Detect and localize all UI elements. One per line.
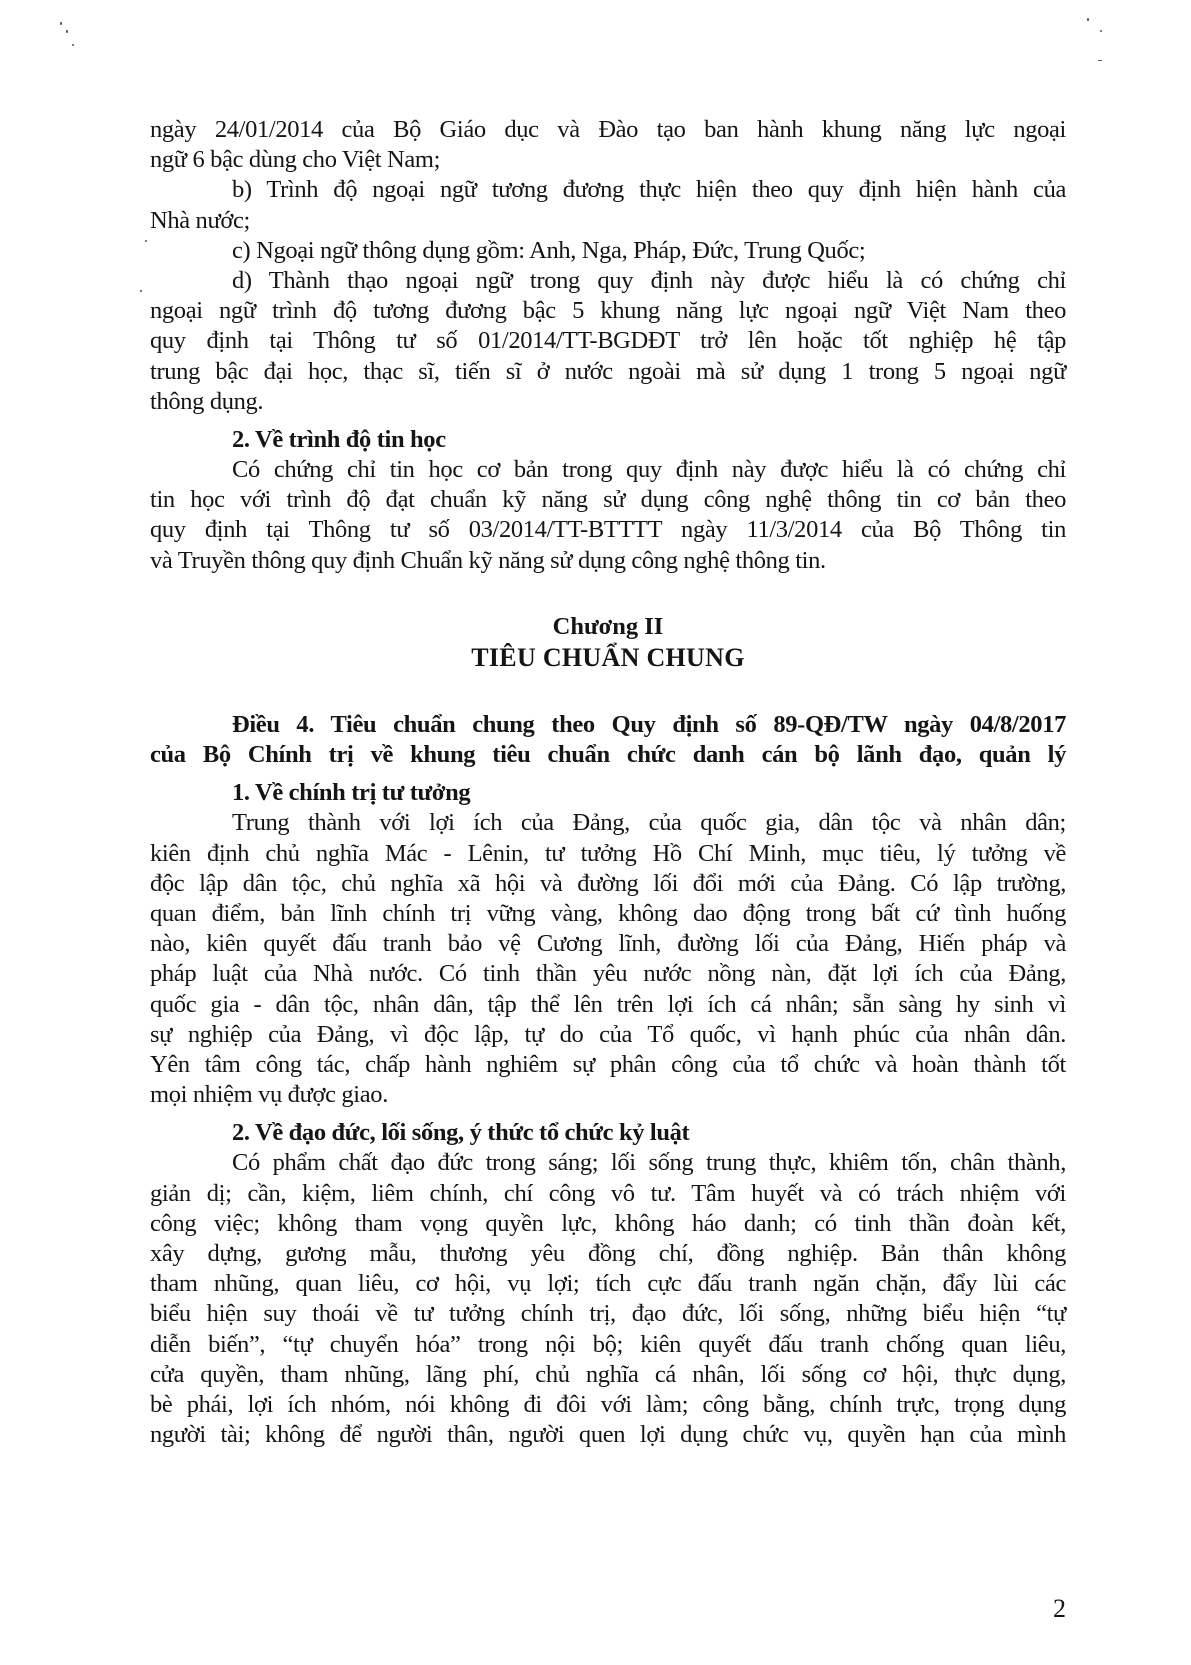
- subsection-body-line: diễn biến”, “tự chuyển hóa” trong nội bộ; kiên quyết đấu tranh chống quan liêu,: [150, 1330, 1066, 1358]
- subsection-body-line: pháp luật của Nhà nước. Có tinh thần yêu nước nồng nàn, đặt lợi ích của Đảng,: [150, 960, 1066, 988]
- document-page: [150, 115, 1066, 1450]
- section-body-line: quy định tại Thông tư số 03/2014/TT-BTTTT ngày 11/3/2014 của Bộ Thông tin: [150, 516, 1066, 544]
- section-body-line: Có chứng chỉ tin học cơ bản trong quy định này được hiểu là có chứng chỉ: [232, 456, 1066, 484]
- scan-speck: [145, 240, 147, 242]
- scan-speck: [66, 30, 68, 33]
- scan-speck: [1087, 18, 1089, 21]
- list-item-b-cont: Nhà nước;: [150, 206, 250, 234]
- subsection-body-line: độc lập dân tộc, chủ nghĩa xã hội và đường lối đổi mới của Đảng. Có lập trường,: [150, 869, 1066, 897]
- article-heading: Điều 4. Tiêu chuẩn chung theo Quy định số 89-QĐ/TW ngày 04/8/2017: [232, 710, 1066, 738]
- subsection-body-line: bè phái, lợi ích nhóm, nói không đi đôi với làm; công bằng, chính trực, trọng dụng: [150, 1390, 1066, 1418]
- scan-speck: [60, 22, 62, 25]
- subsection-body-line: người tài; không để người thân, người quen lợi dụng chức vụ, quyền hạn của mình: [150, 1421, 1066, 1449]
- list-item-d-cont: trung bậc đại học, thạc sĩ, tiến sĩ ở nước ngoài mà sử dụng 1 trong 5 ngoại ngữ: [150, 357, 1066, 385]
- subsection-body-line: sự nghiệp của Đảng, vì độc lập, tự do của Tổ quốc, vì hạnh phúc của nhân dân.: [150, 1020, 1066, 1048]
- subsection-body-line: Có phẩm chất đạo đức trong sáng; lối sống trung thực, khiêm tốn, chân thành,: [232, 1149, 1066, 1177]
- scan-speck: [1100, 30, 1102, 32]
- chapter-label: Chương II: [552, 612, 664, 640]
- subsection-body-line: xây dựng, gương mẫu, thương yêu đồng chí, đồng nghiệp. Bản thân không: [150, 1240, 1066, 1267]
- subsection-heading-politics: 1. Về chính trị tư tưởng: [232, 779, 471, 807]
- subsection-body-line: kiên định chủ nghĩa Mác - Lênin, tư tưởng Hồ Chí Minh, mục tiêu, lý tưởng về: [150, 839, 1066, 867]
- article-heading-cont: của Bộ Chính trị về khung tiêu chuẩn chức danh cán bộ lãnh đạo, quản lý: [150, 741, 1066, 768]
- scan-speck: [72, 44, 74, 46]
- chapter-title: TIÊU CHUẨN CHUNG: [471, 642, 745, 672]
- page-number: 2: [1053, 1594, 1066, 1623]
- subsection-body-line: nào, kiên quyết đấu tranh bảo vệ Cương lĩnh, đường lối của Đảng, Hiến pháp và: [150, 930, 1066, 958]
- subsection-body-line: giản dị; cần, kiệm, liêm chính, chí công vô tư. Tâm huyết và có trách nhiệm với: [150, 1179, 1066, 1207]
- subsection-body-line: Yên tâm công tác, chấp hành nghiêm sự phân công của tổ chức và hoàn thành tốt: [150, 1050, 1066, 1078]
- body-line: ngữ 6 bậc dùng cho Việt Nam;: [150, 146, 441, 174]
- subsection-body-line: cửa quyền, tham nhũng, lãng phí, chủ nghĩa cá nhân, lối sống cơ hội, thực dụng,: [150, 1360, 1066, 1388]
- subsection-body-line: quốc gia - dân tộc, nhân dân, tập thể lên trên lợi ích cá nhân; sẵn sàng hy sinh vì: [150, 990, 1066, 1018]
- subsection-body-line: biểu hiện suy thoái về tư tưởng chính trị, đạo đức, lối sống, những biểu hiện “tự: [150, 1300, 1066, 1328]
- body-line: ngày 24/01/2014 của Bộ Giáo dục và Đào tạo ban hành khung năng lực ngoại: [150, 116, 1066, 143]
- subsection-body-line: mọi nhiệm vụ được giao.: [150, 1081, 388, 1109]
- section-body-line: tin học với trình độ đạt chuẩn kỹ năng sử dụng công nghệ thông tin cơ bản theo: [150, 486, 1066, 514]
- list-item-d-cont: ngoại ngữ trình độ tương đương bậc 5 khung năng lực ngoại ngữ Việt Nam theo: [150, 297, 1066, 325]
- subsection-body-line: Trung thành với lợi ích của Đảng, của quốc gia, dân tộc và nhân dân;: [232, 809, 1066, 837]
- scan-speck: [140, 290, 142, 292]
- list-item-c: c) Ngoại ngữ thông dụng gồm: Anh, Nga, Pháp, Đức, Trung Quốc;: [232, 236, 866, 264]
- section-heading-it: 2. Về trình độ tin học: [232, 425, 446, 453]
- subsection-body-line: tham nhũng, quan liêu, cơ hội, vụ lợi; tích cực đấu tranh ngăn chặn, đẩy lùi các: [150, 1270, 1066, 1298]
- subsection-heading-ethics: 2. Về đạo đức, lối sống, ý thức tổ chức kỷ luật: [232, 1119, 690, 1147]
- list-item-d-cont: quy định tại Thông tư số 01/2014/TT-BGDĐT trở lên hoặc tốt nghiệp hệ tập: [150, 327, 1066, 355]
- subsection-body-line: công việc; không tham vọng quyền lực, không háo danh; có tinh thần đoàn kết,: [150, 1209, 1066, 1237]
- subsection-body-line: quan điểm, bản lĩnh chính trị vững vàng, không dao động trong bất cứ tình huống: [150, 899, 1066, 927]
- list-item-d-cont: thông dụng.: [150, 387, 264, 415]
- scan-speck: [1098, 60, 1102, 61]
- list-item-b: b) Trình độ ngoại ngữ tương đương thực hiện theo quy định hiện hành của: [232, 176, 1066, 204]
- section-body-line: và Truyền thông quy định Chuẩn kỹ năng sử dụng công nghệ thông tin.: [150, 546, 826, 574]
- list-item-d: d) Thành thạo ngoại ngữ trong quy định này được hiểu là có chứng chỉ: [232, 266, 1066, 294]
